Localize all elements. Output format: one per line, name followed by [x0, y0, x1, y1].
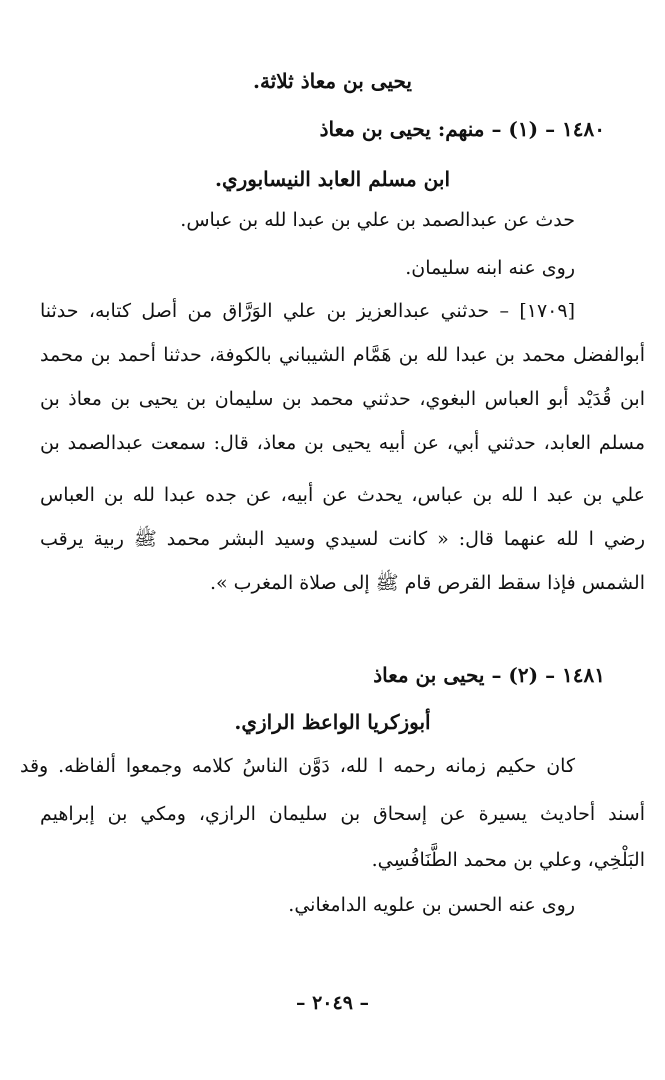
entry-1481-heading: ١٤٨١ – (٢) – يحيى بن معاذ [373, 663, 605, 687]
hadith-1709-line: رضي ا لله عنهما قال: « كانت لسيدي وسيد البشر محمد ﷺ ربية يرقب [40, 528, 645, 550]
entry-1480-line: روى عنه ابنه سليمان. [405, 257, 575, 279]
hadith-1709-line: الشمس فإذا سقط القرص قام ﷺ إلى صلاة المغرب ». [209, 572, 645, 594]
entry-1481-line: البَلْخِي، وعلي بن محمد الطَّنَافُسِي. [371, 849, 645, 871]
entry-1481-line: كان حكيم زمانه رحمه ا لله، دَوَّن الناسُ كلامه وجمعوا ألفاظه. وقد [20, 755, 575, 777]
entry-1480-line: حدث عن عبدالصمد بن علي بن عبدا لله بن عباس. [180, 209, 575, 231]
page-number: – ٢٠٤٩ – [295, 992, 370, 1014]
entry-1481-line: أسند أحاديث يسيرة عن إسحاق بن سليمان الرازي، ومكي بن إبراهيم [40, 803, 645, 825]
intro-line: يحيى بن معاذ ثلاثة. [253, 69, 412, 93]
hadith-1709-line: ابن قُدَيْد أبو العباس البغوي، حدثني محمد بن سليمان بن يحيى بن معاذ بن [40, 388, 645, 410]
hadith-1709-line: [١٧٠٩] – حدثني عبدالعزيز بن علي الوَرَّاق من أصل كتابه، حدثنا [40, 300, 575, 322]
entry-1481-subheading: أبوزكريا الواعظ الرازي. [234, 710, 431, 734]
hadith-1709-line: علي بن عبد ا لله بن عباس، يحدث عن أبيه، عن جده عبدا لله بن العباس [40, 484, 645, 506]
entry-1480-heading: ١٤٨٠ – (١) – منهم: يحيى بن معاذ [319, 117, 605, 141]
entry-1481-line: روى عنه الحسن بن علويه الدامغاني. [288, 894, 575, 916]
entry-1480-subheading: ابن مسلم العابد النيسابوري. [214, 167, 450, 191]
hadith-1709-line: مسلم العابد، حدثني أبي، عن أبيه يحيى بن معاذ، قال: سمعت عبدالصمد بن [40, 432, 645, 454]
hadith-1709-line: أبوالفضل محمد بن عبدا لله بن هَمَّام الشيباني بالكوفة، حدثنا أحمد بن محمد [40, 344, 645, 366]
